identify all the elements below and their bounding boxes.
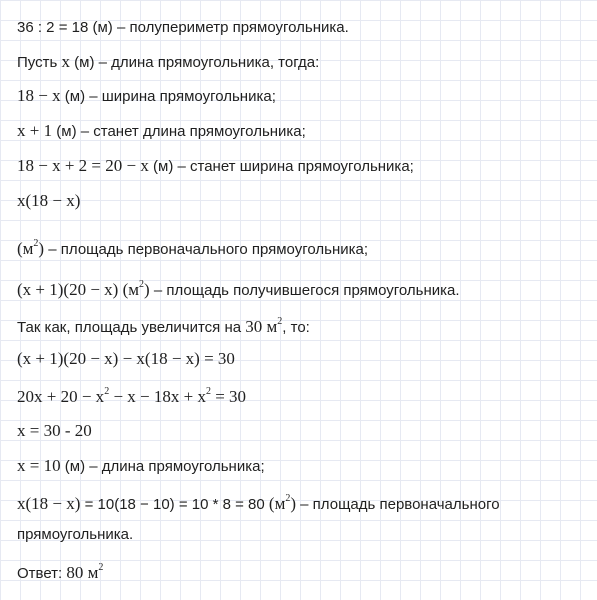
solution-line	[17, 349, 235, 370]
solution-line	[17, 86, 276, 107]
solution-line	[17, 277, 460, 301]
superscript: 2	[277, 316, 283, 327]
text-fragment: , то:	[282, 319, 310, 336]
math-expression: )	[144, 280, 150, 299]
math-expression: (м	[268, 494, 286, 513]
math-expression: 18 − x	[17, 86, 61, 105]
superscript: 2	[205, 386, 211, 397]
superscript: 2	[98, 562, 104, 573]
solution-line	[17, 52, 319, 73]
math-expression: − x − 18x + x	[109, 387, 206, 406]
math-expression: = 30	[210, 387, 247, 406]
superscript: 2	[285, 493, 291, 504]
text-fragment: – площадь первоначального прямоугольника;	[44, 241, 369, 258]
superscript: 2	[139, 279, 144, 290]
text-fragment: = 10(18 − 10) = 10 * 8 = 80	[80, 496, 269, 513]
math-expression: x = 30 - 20	[17, 421, 92, 440]
math-expression: x	[61, 52, 70, 71]
solution-line	[17, 236, 368, 260]
solution-line	[17, 156, 414, 177]
math-expression: )	[38, 239, 45, 258]
superscript: 2	[33, 238, 39, 249]
solution-line	[17, 121, 306, 142]
math-expression: x(18 − x)	[17, 191, 81, 210]
math-expression: 20x + 20 − x	[17, 387, 105, 406]
text-fragment: (м) – длина прямоугольника;	[60, 458, 265, 475]
solution-line	[17, 384, 246, 408]
text-fragment: прямоугольника.	[17, 526, 134, 543]
solution-line	[17, 560, 103, 584]
text-fragment: (м) – станет ширина прямоугольника;	[148, 158, 414, 175]
solution-line	[17, 525, 133, 545]
text-fragment: Ответ:	[17, 565, 67, 582]
text-fragment: – площадь первоначального	[296, 496, 500, 513]
text-fragment: (м) – ширина прямоугольника;	[60, 88, 276, 105]
text-fragment: (м) – длина прямоугольника, тогда:	[69, 54, 320, 71]
math-expression: (x + 1)(20 − x) − x(18 − x) = 30	[17, 349, 235, 368]
solution-line	[17, 18, 349, 38]
text-fragment: (м)	[92, 19, 113, 36]
text-fragment: 36 : 2 = 18	[17, 19, 93, 36]
math-expression: x + 1	[17, 121, 53, 140]
text-fragment: Пусть	[17, 54, 62, 71]
solution-line	[17, 456, 265, 477]
math-expression: 30 м	[245, 317, 278, 336]
math-expression: )	[290, 494, 296, 513]
solution-line	[17, 491, 500, 515]
solution-line	[17, 421, 92, 442]
math-expression: x = 10	[17, 456, 61, 475]
text-fragment: Так как, площадь увеличится на	[17, 319, 246, 336]
math-expression: x(18 − x)	[17, 494, 81, 513]
superscript: 2	[104, 386, 110, 397]
math-expression: 18 − x + 2 = 20 − x	[17, 156, 149, 175]
text-fragment: (м) – станет длина прямоугольника;	[52, 123, 306, 140]
solution-line	[17, 314, 310, 338]
math-expression: (м	[17, 239, 34, 258]
solution-line	[17, 191, 80, 212]
math-expression: (x + 1)(20 − x) (м	[17, 280, 139, 299]
math-expression: 80 м	[66, 563, 99, 582]
text-fragment: – полупериметр прямоугольника.	[112, 19, 349, 36]
text-fragment: – площадь получившегося прямоугольника.	[149, 282, 460, 299]
